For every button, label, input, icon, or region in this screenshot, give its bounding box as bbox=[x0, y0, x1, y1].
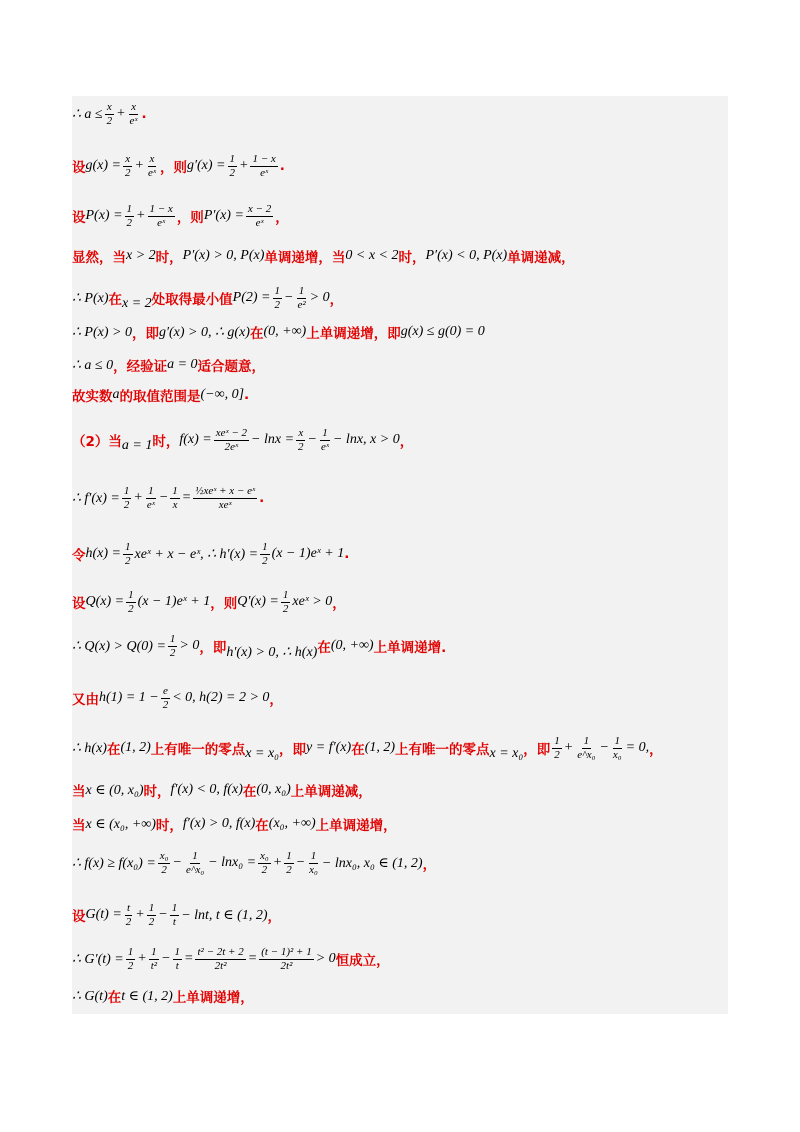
math-expression: − lnt, t ∈ (1, 2) bbox=[181, 907, 268, 923]
red-annotation: . bbox=[344, 546, 350, 562]
fraction-denominator: x₀ bbox=[612, 748, 622, 761]
red-annotation: 在 bbox=[249, 326, 264, 342]
fraction bbox=[122, 485, 132, 512]
math-expression: − bbox=[172, 855, 182, 870]
fraction bbox=[246, 203, 273, 230]
solution-line bbox=[72, 536, 722, 572]
red-annotation: 设 bbox=[72, 909, 86, 925]
red-annotation: ，即 bbox=[131, 326, 159, 342]
fraction bbox=[158, 850, 171, 877]
fraction-numerator: 1 bbox=[171, 901, 178, 914]
math-expression: f′(x) > 0, f(x) bbox=[182, 816, 256, 831]
fraction-numerator: e bbox=[163, 684, 168, 697]
fraction bbox=[307, 850, 320, 877]
fraction-numerator: 1 bbox=[125, 540, 131, 553]
math-expression: g(x) ≤ g(0) = 0 bbox=[400, 324, 485, 339]
red-annotation: 单调递减， bbox=[507, 250, 575, 266]
red-annotation: 单调递增，当 bbox=[264, 250, 346, 266]
fraction bbox=[281, 589, 291, 616]
solution-line bbox=[72, 148, 722, 184]
fraction-denominator: 2 bbox=[298, 440, 304, 453]
fraction bbox=[145, 485, 157, 512]
fraction-numerator: x − 2 bbox=[247, 202, 272, 215]
fraction-denominator: 2 bbox=[282, 602, 289, 615]
fraction-denominator: t² bbox=[150, 959, 158, 972]
fraction-denominator: 2eˣ bbox=[224, 440, 239, 453]
fraction-numerator: 1 bbox=[128, 588, 134, 601]
solution-line bbox=[72, 280, 722, 316]
fraction-denominator: eˣ bbox=[255, 216, 264, 229]
math-expression: ∴ h(x) bbox=[72, 740, 107, 756]
math-expression: g(x) = bbox=[85, 158, 121, 173]
fraction-numerator: 1 bbox=[274, 284, 280, 297]
red-annotation: 时， bbox=[143, 784, 171, 800]
fraction-numerator: 1 bbox=[192, 849, 198, 862]
math-expression: Q(x) = bbox=[85, 594, 125, 609]
math-expression: = bbox=[247, 951, 258, 966]
red-annotation: ， bbox=[649, 742, 663, 758]
red-annotation: . bbox=[259, 490, 265, 506]
fraction-numerator: 1 bbox=[172, 484, 178, 497]
math-expression: (x − 1)eˣ + 1 bbox=[137, 594, 211, 609]
math-expression: − bbox=[161, 951, 171, 966]
fraction-numerator: 1 bbox=[229, 152, 236, 165]
fraction-denominator: eˣ bbox=[260, 166, 269, 179]
red-annotation: 当 bbox=[72, 818, 86, 834]
math-expression: P(2) = bbox=[232, 290, 271, 305]
fraction-numerator: 1 bbox=[262, 540, 268, 553]
fraction bbox=[128, 101, 140, 128]
fraction-denominator: eˣ bbox=[129, 114, 138, 127]
math-expression: − lnx₀, x₀ ∈ (1, 2) bbox=[321, 855, 423, 871]
red-annotation: 在 bbox=[351, 742, 365, 758]
fraction-denominator: x₀ bbox=[309, 863, 318, 876]
fraction-denominator: eˣ bbox=[320, 440, 329, 453]
red-annotation: . bbox=[279, 158, 285, 174]
math-expression: ∴ a ≤ 0 bbox=[72, 357, 114, 373]
fraction-denominator: 2t² bbox=[214, 959, 227, 972]
math-expression: (0, x₀) bbox=[256, 782, 291, 797]
red-annotation: ，则 bbox=[176, 210, 204, 226]
fraction bbox=[123, 541, 133, 568]
math-expression: − lnx₀ = bbox=[208, 855, 257, 870]
red-annotation: 又由 bbox=[72, 692, 99, 708]
red-annotation: ， bbox=[269, 692, 283, 708]
math-expression: ∴ G(t) bbox=[72, 988, 108, 1004]
fraction-denominator: eˣ bbox=[147, 166, 156, 179]
fraction-denominator: t bbox=[172, 915, 176, 928]
math-expression: − bbox=[599, 740, 609, 755]
fraction-numerator: 1 bbox=[282, 588, 289, 601]
fraction bbox=[258, 850, 271, 877]
math-expression: G(t) = bbox=[85, 907, 122, 922]
fraction bbox=[195, 946, 245, 973]
red-annotation: 时， bbox=[155, 818, 183, 834]
math-expression: t ∈ (1, 2) bbox=[121, 988, 173, 1004]
fraction-denominator: 2 bbox=[554, 748, 560, 761]
red-annotation: ， bbox=[275, 210, 289, 226]
red-annotation: 在 bbox=[107, 990, 122, 1006]
solution-line bbox=[72, 628, 722, 664]
math-expression: h(x) = bbox=[85, 546, 121, 561]
math-expression: a bbox=[112, 387, 120, 402]
math-expression: = bbox=[181, 490, 192, 505]
red-annotation: （2）当 bbox=[72, 434, 122, 450]
fraction-denominator: 2 bbox=[169, 646, 176, 659]
fraction bbox=[126, 946, 136, 973]
math-expression: − bbox=[307, 432, 317, 447]
math-expression: P′(x) < 0, P(x) bbox=[425, 248, 508, 263]
fraction bbox=[575, 735, 597, 762]
fraction-numerator: x bbox=[106, 100, 112, 113]
red-annotation: 在 bbox=[106, 742, 121, 758]
fraction-numerator: 1 bbox=[174, 945, 181, 958]
math-expression: + bbox=[134, 158, 144, 173]
fraction bbox=[260, 541, 270, 568]
math-expression: ∴ P(x) bbox=[72, 290, 109, 306]
red-annotation: 时， bbox=[398, 250, 426, 266]
red-annotation: 在 bbox=[255, 818, 269, 834]
fraction-numerator: x bbox=[298, 426, 304, 439]
fraction-numerator: ½xeˣ + x − eˣ bbox=[195, 484, 256, 497]
math-expression: + bbox=[135, 907, 145, 922]
math-expression: + bbox=[116, 106, 126, 121]
fraction bbox=[123, 153, 133, 180]
red-annotation: ，则 bbox=[159, 160, 187, 176]
math-expression: > 0 bbox=[315, 951, 336, 966]
math-expression: (x − 1)eˣ + 1 bbox=[271, 546, 345, 561]
red-annotation: ， bbox=[329, 292, 344, 308]
fraction bbox=[149, 946, 159, 973]
math-expression: ∴ G′(t) = bbox=[72, 951, 124, 967]
fraction-denominator: 2 bbox=[261, 863, 268, 876]
math-expression: f(x) = bbox=[179, 432, 212, 447]
document-page bbox=[72, 96, 728, 1014]
red-annotation: 显然，当 bbox=[72, 250, 126, 266]
math-expression: (−∞, 0] bbox=[200, 387, 245, 402]
fraction bbox=[296, 427, 306, 454]
red-annotation: 令 bbox=[72, 548, 86, 564]
fraction-numerator: 1 bbox=[148, 901, 155, 914]
fraction-numerator: 1 − x bbox=[252, 152, 276, 165]
fraction-denominator: e² bbox=[297, 298, 306, 311]
fraction-denominator: 2 bbox=[148, 915, 155, 928]
math-expression: − lnx = bbox=[251, 432, 295, 447]
red-annotation: 设 bbox=[72, 596, 86, 612]
red-annotation: 处取得最小值 bbox=[151, 292, 233, 308]
math-expression: Q′(x) = bbox=[237, 594, 279, 609]
fraction bbox=[284, 850, 294, 877]
solution-line bbox=[72, 680, 722, 716]
math-expression: < 0, h(2) = 2 > 0 bbox=[172, 690, 270, 705]
math-subscript-expression: x = x₀ bbox=[489, 746, 524, 761]
fraction-denominator: 2 bbox=[161, 863, 167, 876]
fraction-numerator: 1 bbox=[583, 734, 590, 747]
fraction-denominator: 2 bbox=[127, 959, 134, 972]
math-expression: + bbox=[133, 490, 143, 505]
fraction-denominator: 2t² bbox=[280, 959, 293, 972]
fraction bbox=[125, 203, 135, 230]
fraction-numerator: 1 − x bbox=[149, 202, 173, 215]
fraction bbox=[173, 946, 183, 973]
red-annotation: ，即 bbox=[199, 640, 227, 656]
solution-line bbox=[72, 314, 722, 350]
math-subscript-expression: a = 1 bbox=[121, 438, 153, 453]
fraction bbox=[228, 153, 238, 180]
math-expression: ∴ a ≤ bbox=[72, 106, 103, 122]
fraction-numerator: x₀ bbox=[260, 849, 269, 862]
math-expression: ∴ f′(x) = bbox=[72, 490, 120, 506]
red-annotation: . bbox=[244, 387, 250, 403]
solution-line bbox=[72, 730, 722, 766]
fraction bbox=[105, 101, 115, 128]
solution-line bbox=[72, 422, 722, 458]
fraction bbox=[148, 203, 175, 230]
fraction-denominator: e^x₀ bbox=[577, 748, 596, 761]
fraction-denominator: 2 bbox=[128, 602, 134, 615]
red-annotation: ，经验证 bbox=[113, 359, 168, 375]
math-expression: g′(x) = bbox=[186, 158, 226, 173]
math-subscript-expression: x = 2 bbox=[122, 296, 152, 311]
math-expression: xeˣ + x − eˣ, ∴ h′(x) = bbox=[134, 546, 259, 562]
fraction-denominator: 2 bbox=[162, 698, 169, 711]
fraction bbox=[273, 285, 283, 312]
solution-line bbox=[72, 96, 722, 132]
red-annotation: 当 bbox=[72, 784, 86, 800]
math-expression: + bbox=[272, 855, 283, 870]
red-annotation: 设 bbox=[72, 210, 86, 226]
fraction-denominator: 2 bbox=[126, 216, 133, 229]
fraction-numerator: 1 bbox=[322, 426, 328, 439]
math-expression: + bbox=[137, 951, 147, 966]
red-annotation: 上单调递增， bbox=[172, 990, 254, 1006]
solution-line bbox=[72, 584, 722, 620]
red-annotation: 的取值范围是 bbox=[119, 389, 201, 405]
fraction-denominator: 2 bbox=[125, 166, 131, 179]
fraction bbox=[259, 946, 314, 973]
red-annotation: ， bbox=[267, 909, 281, 925]
fraction bbox=[168, 633, 178, 660]
red-annotation: 上单调递增， bbox=[315, 818, 397, 834]
red-annotation: 上单调递增. bbox=[373, 640, 447, 656]
fraction-numerator: 1 bbox=[169, 632, 176, 645]
red-annotation: ，即 bbox=[523, 742, 551, 758]
math-expression: y = f′(x) bbox=[306, 740, 352, 755]
solution-line bbox=[72, 772, 722, 808]
red-annotation: ， bbox=[422, 857, 437, 873]
math-expression: (0, +∞) bbox=[330, 638, 374, 653]
math-expression: − bbox=[158, 490, 169, 505]
math-expression: (x₀, +∞) bbox=[268, 816, 316, 831]
math-expression: P(x) = bbox=[85, 208, 123, 223]
fraction-numerator: 1 bbox=[148, 484, 154, 497]
fraction-numerator: 1 bbox=[614, 734, 621, 747]
fraction-denominator: 2 bbox=[262, 554, 268, 567]
fraction-numerator: 1 bbox=[298, 284, 305, 297]
red-annotation: ，即 bbox=[279, 742, 307, 758]
red-annotation: 时， bbox=[152, 434, 180, 450]
fraction bbox=[170, 902, 180, 929]
fraction bbox=[170, 485, 180, 512]
math-expression: ∴ Q(x) > Q(0) = bbox=[72, 638, 166, 654]
red-annotation: 在 bbox=[108, 292, 122, 308]
fraction-numerator: 1 bbox=[554, 734, 560, 747]
math-expression: (1, 2) bbox=[120, 740, 151, 755]
fraction-numerator: 1 bbox=[151, 945, 157, 958]
math-expression: a = 0 bbox=[167, 357, 198, 372]
fraction-denominator: eˣ bbox=[157, 216, 166, 229]
fraction-numerator: t bbox=[127, 901, 131, 914]
math-expression: x ∈ (0, x₀) bbox=[85, 782, 144, 798]
red-annotation: ， bbox=[332, 596, 346, 612]
math-expression: = 0, bbox=[625, 740, 650, 755]
fraction-denominator: 2 bbox=[125, 915, 132, 928]
red-annotation: 故实数 bbox=[72, 389, 113, 405]
fraction bbox=[250, 153, 277, 180]
math-expression: xeˣ > 0 bbox=[292, 594, 333, 609]
fraction-denominator: e^x₀ bbox=[185, 863, 205, 876]
red-annotation: ，则 bbox=[210, 596, 238, 612]
red-annotation: 上有唯一的零点 bbox=[150, 742, 246, 758]
solution-line bbox=[72, 377, 722, 413]
math-expression: + bbox=[239, 158, 249, 173]
fraction-denominator: 2 bbox=[125, 554, 131, 567]
solution-line bbox=[72, 806, 722, 842]
fraction-denominator: 2 bbox=[229, 166, 236, 179]
fraction-numerator: t² − 2t + 2 bbox=[197, 945, 244, 958]
red-annotation: . bbox=[141, 106, 147, 122]
fraction-numerator: 1 bbox=[123, 484, 130, 497]
math-expression: 0 < x < 2 bbox=[345, 248, 399, 263]
math-expression: + bbox=[136, 208, 146, 223]
math-expression: > 0 bbox=[309, 290, 330, 305]
math-expression: − bbox=[284, 290, 294, 305]
fraction-numerator: 1 bbox=[310, 849, 317, 862]
fraction-denominator: x bbox=[172, 498, 178, 511]
solution-line bbox=[72, 941, 722, 977]
fraction bbox=[161, 685, 171, 712]
fraction-denominator: 2 bbox=[123, 498, 130, 511]
fraction bbox=[146, 153, 158, 180]
math-subscript-expression: x = x₀ bbox=[245, 746, 280, 761]
red-annotation: 恒成立， bbox=[335, 953, 390, 969]
fraction-denominator: 2 bbox=[286, 863, 292, 876]
math-expression: = bbox=[184, 951, 194, 966]
fraction-numerator: (t − 1)² + 1 bbox=[261, 945, 312, 958]
red-annotation: 上单调递减， bbox=[290, 784, 372, 800]
fraction-numerator: 1 bbox=[127, 945, 134, 958]
math-expression: ∴ f(x) ≥ f(x₀) = bbox=[72, 855, 156, 871]
math-expression: P′(x) = bbox=[203, 208, 244, 223]
red-annotation: ， bbox=[399, 434, 414, 450]
fraction-numerator: 1 bbox=[126, 202, 133, 215]
fraction bbox=[193, 485, 257, 512]
fraction bbox=[124, 902, 134, 929]
red-annotation: 在 bbox=[317, 640, 331, 656]
math-expression: h(1) = 1 − bbox=[99, 690, 159, 705]
fraction-numerator: x bbox=[125, 152, 131, 165]
red-annotation: 设 bbox=[72, 160, 86, 176]
solution-line bbox=[72, 198, 722, 234]
math-subscript-expression: h′(x) > 0, ∴ h(x) bbox=[226, 644, 318, 660]
solution-line bbox=[72, 845, 722, 881]
fraction-denominator: 2 bbox=[106, 114, 113, 127]
fraction-denominator: eˣ bbox=[146, 498, 155, 511]
solution-line bbox=[72, 238, 722, 274]
red-annotation: 上单调递增，即 bbox=[306, 326, 401, 342]
math-expression: x ∈ (x₀, +∞) bbox=[85, 816, 156, 832]
fraction bbox=[147, 902, 157, 929]
math-expression: ∴ P(x) > 0 bbox=[72, 324, 132, 340]
red-annotation: 上有唯一的零点 bbox=[395, 742, 490, 758]
fraction-denominator: 2 bbox=[274, 298, 280, 311]
red-annotation: 在 bbox=[242, 784, 257, 800]
fraction-numerator: 1 bbox=[286, 849, 292, 862]
math-expression: > 0 bbox=[179, 638, 200, 653]
math-expression: g′(x) > 0, ∴ g(x) bbox=[158, 324, 250, 340]
math-expression: x > 2 bbox=[126, 248, 156, 263]
fraction-denominator: xeˣ bbox=[218, 498, 232, 511]
math-expression: P′(x) > 0, P(x) bbox=[182, 248, 265, 263]
math-expression: − bbox=[158, 907, 168, 922]
solution-line bbox=[72, 897, 722, 933]
solution-line bbox=[72, 978, 722, 1014]
fraction-denominator: t bbox=[175, 959, 179, 972]
solution-line bbox=[72, 480, 722, 516]
fraction-numerator: x bbox=[149, 152, 155, 165]
fraction bbox=[552, 735, 562, 762]
math-expression: (0, +∞) bbox=[263, 324, 307, 339]
fraction bbox=[319, 427, 331, 454]
math-expression: + bbox=[563, 740, 574, 755]
fraction bbox=[126, 589, 136, 616]
red-annotation: 适合题意， bbox=[197, 359, 266, 375]
fraction bbox=[295, 285, 307, 312]
math-expression: (1, 2) bbox=[364, 740, 396, 755]
math-expression: f′(x) < 0, f(x) bbox=[170, 782, 243, 797]
fraction-numerator: x₀ bbox=[159, 849, 169, 862]
fraction-numerator: xeˣ − 2 bbox=[215, 426, 248, 439]
red-annotation: 时， bbox=[155, 250, 183, 266]
fraction-numerator: x bbox=[131, 100, 136, 113]
fraction bbox=[184, 850, 206, 877]
math-expression: − bbox=[295, 855, 306, 870]
fraction bbox=[214, 427, 249, 454]
fraction bbox=[611, 735, 624, 762]
math-expression: − lnx, x > 0 bbox=[332, 432, 400, 447]
